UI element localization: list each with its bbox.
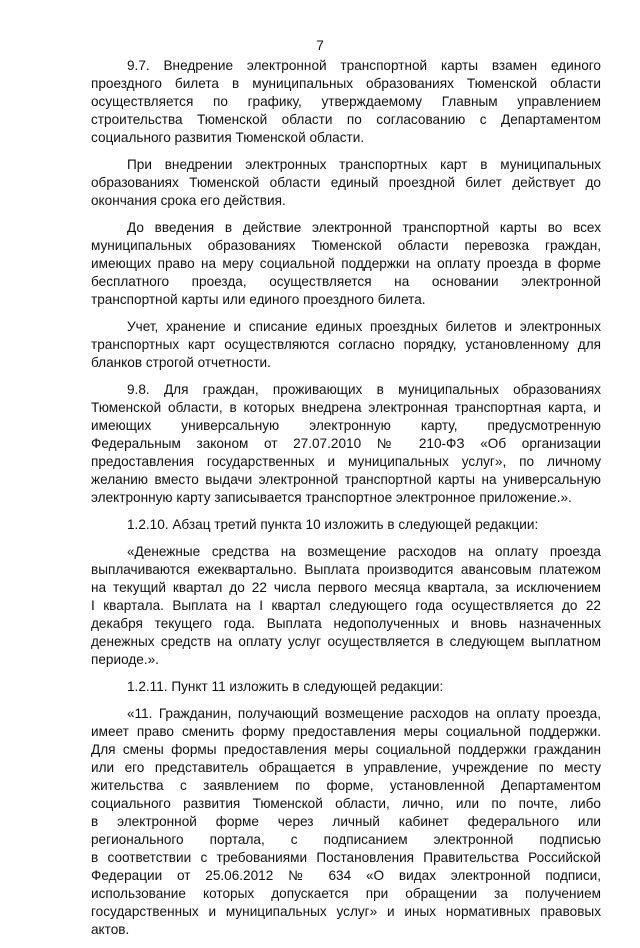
text-line: 9.7. Внедрение электронной транспортной карты взамен единого	[127, 58, 601, 73]
text-line: или его представитель обращается в управление, учреждение по месту	[91, 760, 601, 775]
text-line: использование которых допускается при обращении за получением	[91, 886, 601, 901]
text-line: транспортной карты или единого проездного билета.	[91, 292, 426, 307]
text-line: желанию вместо выдачи электронной транспортной карты на универсальную	[91, 472, 601, 487]
text-line: Тюменской области, в которых внедрена электронная транспортная карта, и	[91, 400, 601, 415]
text-line: периоде.».	[91, 652, 159, 667]
text-line: бланков строгой отчетности.	[91, 355, 271, 370]
text-line: бесплатного проезда, осуществляется на основании электронной	[91, 274, 601, 289]
text-line: на текущий квартал до 22 числа первого месяца квартала, за исключением	[91, 580, 601, 595]
text-line: транспортных карт осуществляются согласно порядку, установленному для	[91, 337, 601, 352]
text-line: актов.	[91, 922, 130, 937]
text-line: социального развития Тюменской области.	[91, 130, 365, 145]
paragraph-p-11	[91, 705, 601, 939]
text-line: окончания срока его действия.	[91, 193, 286, 208]
text-line: 1.2.10. Абзац третий пункта 10 изложить в следующей редакции:	[127, 517, 539, 532]
text-line: При внедрении электронных транспортных карт в муниципальных	[127, 157, 601, 172]
paragraph-p-introduction	[91, 156, 601, 210]
text-line: имеет право сменить форму предоставления меры социальной поддержки.	[91, 724, 601, 739]
text-line: регионального портала, с подписанием электронной подписью	[91, 832, 601, 847]
paragraph-p-1-2-11	[91, 678, 601, 696]
text-line: 1.2.11. Пункт 11 изложить в следующей редакции:	[127, 679, 444, 694]
paragraph-p-before-introduction	[91, 219, 601, 309]
text-line: осуществляется по графику, утверждаемому Главным управлением	[91, 94, 601, 109]
text-line: До введения в действие электронной транспортной карты во всех	[127, 220, 601, 235]
text-body	[91, 57, 601, 948]
text-line: I квартала. Выплата на I квартал следующего года осуществляется до 22	[91, 598, 601, 613]
text-line: Учет, хранение и списание единых проездных билетов и электронных	[127, 319, 601, 334]
text-line: 9.8. Для граждан, проживающих в муниципальных образованиях	[127, 382, 601, 397]
text-line: проездного билета в муниципальных образованиях Тюменской области	[91, 76, 601, 91]
text-line: в соответствии с требованиями Постановления Правительства Российской	[91, 850, 601, 865]
page-number: 7	[316, 38, 324, 53]
text-line: «11. Гражданин, получающий возмещение расходов на оплату проезда,	[127, 706, 601, 721]
text-line: имеющих право на меру социальной поддержки на оплату проезда в форме	[91, 256, 601, 271]
text-line: жительства с заявлением по форме, установленной Департаментом	[91, 778, 601, 793]
paragraph-p-9-7	[91, 57, 601, 147]
text-line: строительства Тюменской области по согласованию с Департаментом	[91, 112, 601, 127]
text-line: «Денежные средства на возмещение расходов на оплату проезда	[127, 544, 601, 559]
text-line: Федерации от 25.06.2012 № 634 «О видах электронной подписи,	[91, 868, 601, 883]
paragraph-p-1-2-10	[91, 516, 601, 534]
text-line: Для смены формы предоставления меры социальной поддержки гражданин	[91, 742, 601, 757]
paragraph-p-funds	[91, 543, 601, 669]
text-line: электронную карту записывается транспортное электронное приложение.».	[91, 490, 572, 505]
text-line: в электронной форме через личный кабинет федерального или	[91, 814, 601, 829]
text-line: социального развития Тюменской области, лично, или по почте, либо	[91, 796, 601, 811]
text-line: имеющих универсальную электронную карту, предусмотренную	[91, 418, 601, 433]
text-line: денежных средств на оплату услуг осуществляется в следующем выплатном	[91, 634, 601, 649]
paragraph-p-accounting	[91, 318, 601, 372]
text-line: предоставления государственных и муниципальных услуг», по личному	[91, 454, 601, 469]
text-line: выплачиваются ежеквартально. Выплата производится авансовым платежом	[91, 562, 601, 577]
text-line: государственных и муниципальных услуг» и иных нормативных правовых	[91, 904, 601, 919]
text-line: Федеральным законом от 27.07.2010 № 210-ФЗ «Об организации	[91, 436, 601, 451]
text-line: образованиях Тюменской области единый проездной билет действует до	[91, 175, 601, 190]
paragraph-p-9-8	[91, 381, 601, 507]
text-line: декабря текущего года. Выплата недополученных и вновь назначенных	[91, 616, 601, 631]
text-line: муниципальных образованиях Тюменской области перевозка граждан,	[91, 238, 601, 253]
